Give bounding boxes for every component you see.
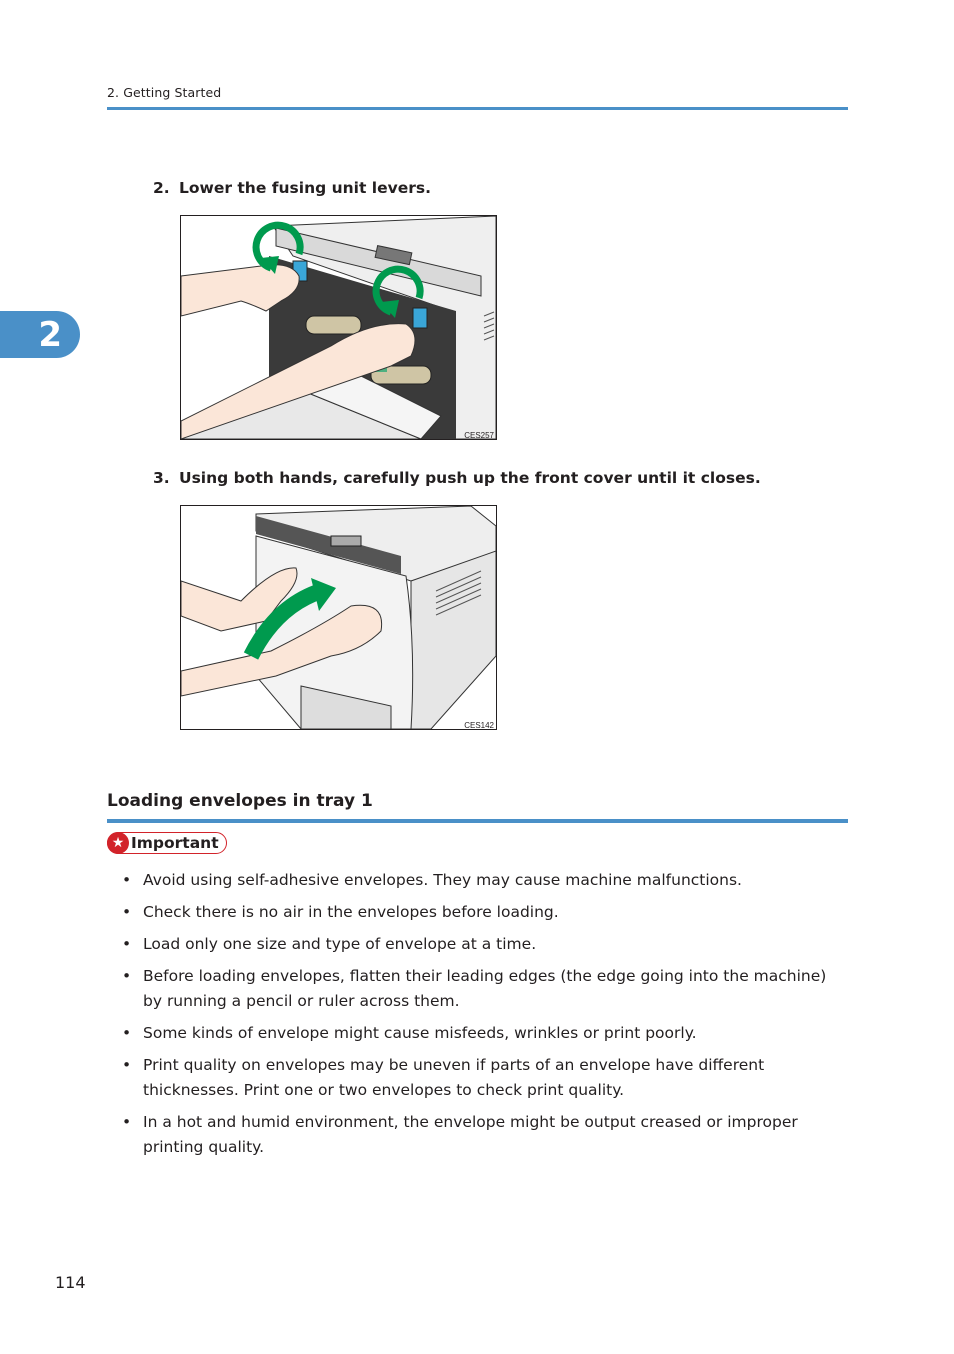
- header-rule: [107, 107, 848, 110]
- list-item: • Load only one size and type of envelope at a time.: [122, 932, 850, 957]
- list-item: • In a hot and humid environment, the envelope might be output creased or improper printing quality.: [122, 1110, 850, 1160]
- figure-code: CES142: [464, 721, 494, 730]
- list-item: • Print quality on envelopes may be uneven if parts of an envelope have different thicknesses. Print one or two envelopes to check print quality.: [122, 1053, 850, 1103]
- figure-fusing-levers: [180, 215, 497, 440]
- important-list: [122, 868, 850, 1167]
- fusing-levers-illustration: [181, 216, 496, 439]
- important-callout: [107, 832, 227, 854]
- step-number: 3.: [153, 469, 170, 487]
- running-head: 2. Getting Started: [107, 85, 222, 100]
- figure-close-cover: [180, 505, 497, 730]
- step-number: 2.: [153, 179, 170, 197]
- section-rule: [107, 819, 848, 823]
- list-item: • Check there is no air in the envelopes before loading.: [122, 900, 850, 925]
- list-item: • Avoid using self-adhesive envelopes. They may cause machine malfunctions.: [122, 868, 850, 893]
- star-icon: ★: [107, 832, 129, 854]
- step-text: Lower the fusing unit levers.: [179, 179, 431, 197]
- step-3: [153, 469, 761, 487]
- step-2: [153, 179, 431, 197]
- chapter-tab[interactable]: 2: [0, 311, 80, 358]
- step-text: Using both hands, carefully push up the front cover until it closes.: [179, 469, 761, 487]
- list-item: • Before loading envelopes, flatten their leading edges (the edge going into the machine) by running a pencil or ruler across them.: [122, 964, 850, 1014]
- important-label: Important: [131, 834, 219, 852]
- list-item: • Some kinds of envelope might cause misfeeds, wrinkles or print poorly.: [122, 1021, 850, 1046]
- figure-code: CES257: [464, 431, 494, 440]
- close-cover-illustration: [181, 506, 496, 729]
- section-title: Loading envelopes in tray 1: [107, 791, 373, 811]
- page-number: 114: [55, 1273, 86, 1292]
